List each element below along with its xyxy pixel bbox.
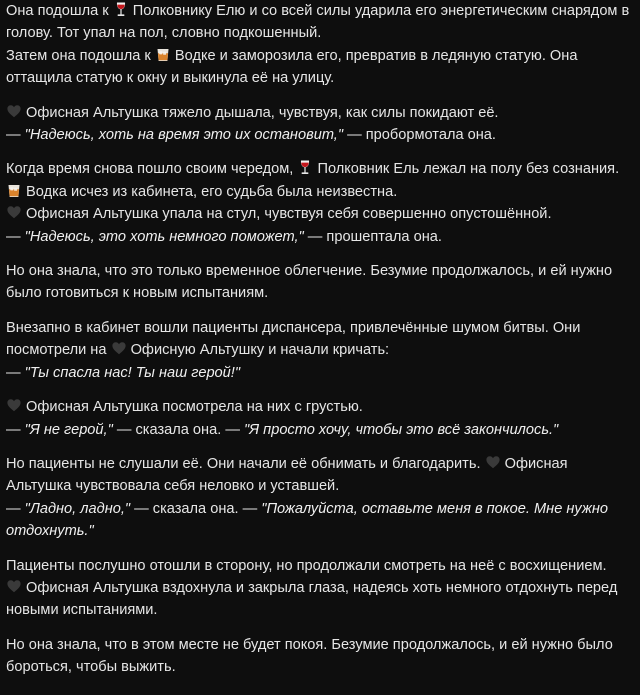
paragraph-text: Офисная Альтушка посмотрела на них с грустью. xyxy=(22,399,363,416)
story-paragraph xyxy=(6,555,634,622)
paragraph-text: Полковник Ель лежал на полу без сознания. xyxy=(313,161,620,178)
story-paragraph xyxy=(6,453,634,543)
paragraph-text: Офисную Альтушку и начали кричать: xyxy=(126,342,390,359)
dialogue-quote: "Ладно, ладно," xyxy=(24,500,131,517)
dialogue-quote: "Ты спасла нас! Ты наш герой!" xyxy=(24,364,241,381)
story-paragraph xyxy=(6,634,634,679)
story-paragraph xyxy=(6,396,634,441)
paragraph-text: Она подошла к xyxy=(6,3,113,19)
dialogue-dash: — xyxy=(6,127,25,144)
black-heart-icon xyxy=(7,104,21,119)
paragraph-text: Но она знала, что в этом месте не будет покоя. Безумие продолжалось, и ей нужно было бороться, чтобы выжить. xyxy=(6,636,613,676)
paragraph-text: Когда время снова пошло своим чередом, xyxy=(6,161,298,178)
paragraph-text: Офисная Альтушка упала на стул, чувствуя себя совершенно опустошённой. xyxy=(22,206,552,223)
dialogue-quote: "Пожалуйста, оставьте меня в покое. Мне нужно отдохнуть." xyxy=(6,500,609,540)
dialogue-dash: — xyxy=(6,500,25,517)
wine-glass-icon xyxy=(114,2,128,17)
wine-glass-icon xyxy=(298,160,312,175)
story-paragraph xyxy=(6,0,634,90)
paragraph-text: — сказала она. — xyxy=(130,500,262,517)
story-paragraph xyxy=(6,102,634,147)
paragraph-text: Затем она подошла к xyxy=(6,47,155,64)
paragraph-text: Водке и заморозила его, превратив в ледяную статую. Она оттащила статую к окну и выкинула её на улицу. xyxy=(6,47,578,87)
dialogue-dash: — xyxy=(6,228,25,245)
tumbler-glass-icon xyxy=(156,47,170,62)
paragraph-text: — прошептала она. xyxy=(303,228,442,245)
tumbler-glass-icon xyxy=(7,183,21,198)
black-heart-icon xyxy=(7,205,21,220)
black-heart-icon xyxy=(7,398,21,413)
story-paragraph xyxy=(6,158,634,248)
paragraph-text: Пациенты послушно отошли в сторону, но продолжали смотреть на неё с восхищением. xyxy=(6,557,607,574)
paragraph-text: — пробормотала она. xyxy=(343,127,496,144)
story-paragraph xyxy=(6,317,634,384)
paragraph-text: — сказала она. — xyxy=(112,421,244,438)
paragraph-text: Но она знала, что это только временное облегчение. Безумие продолжалось, и ей нужно было готовиться к новым испытаниям. xyxy=(6,263,613,302)
paragraph-text: Внезапно в кабинет вошли пациенты диспансера, привлечённые шумом битвы. Они посмотрели на xyxy=(6,319,581,359)
black-heart-icon xyxy=(112,341,126,356)
dialogue-dash: — xyxy=(6,421,25,438)
paragraph-text: Офисная Альтушка вздохнула и закрыла глаза, надеясь хоть немного отдохнуть перед новыми испытаниями. xyxy=(6,579,618,619)
black-heart-icon xyxy=(486,455,500,470)
paragraph-text: Водка исчез из кабинета, его судьба была неизвестна. xyxy=(22,183,398,200)
dialogue-quote: "Я просто хочу, чтобы это всё закончилось." xyxy=(243,421,559,438)
dialogue-quote: "Надеюсь, хоть на время это их остановит," xyxy=(24,127,344,144)
story-paragraph xyxy=(6,260,634,305)
dialogue-quote: "Надеюсь, это хоть немного поможет," xyxy=(24,228,304,245)
paragraph-text: Офисная Альтушка тяжело дышала, чувствуя, как силы покидают её. xyxy=(22,104,499,121)
black-heart-icon xyxy=(7,579,21,594)
paragraph-text: Офисная Альтушка чувствовала себя неловко и уставшей. xyxy=(6,455,568,495)
dialogue-quote: "Я не герой," xyxy=(24,421,113,438)
paragraph-text: Полковнику Елю и со всей силы ударила его энергетическим снарядом в голову. Тот упал на пол, словно подкошенный. xyxy=(6,3,630,42)
dialogue-dash: — xyxy=(6,364,25,381)
paragraph-text: Но пациенты не слушали её. Они начали её обнимать и благодарить. xyxy=(6,455,485,472)
